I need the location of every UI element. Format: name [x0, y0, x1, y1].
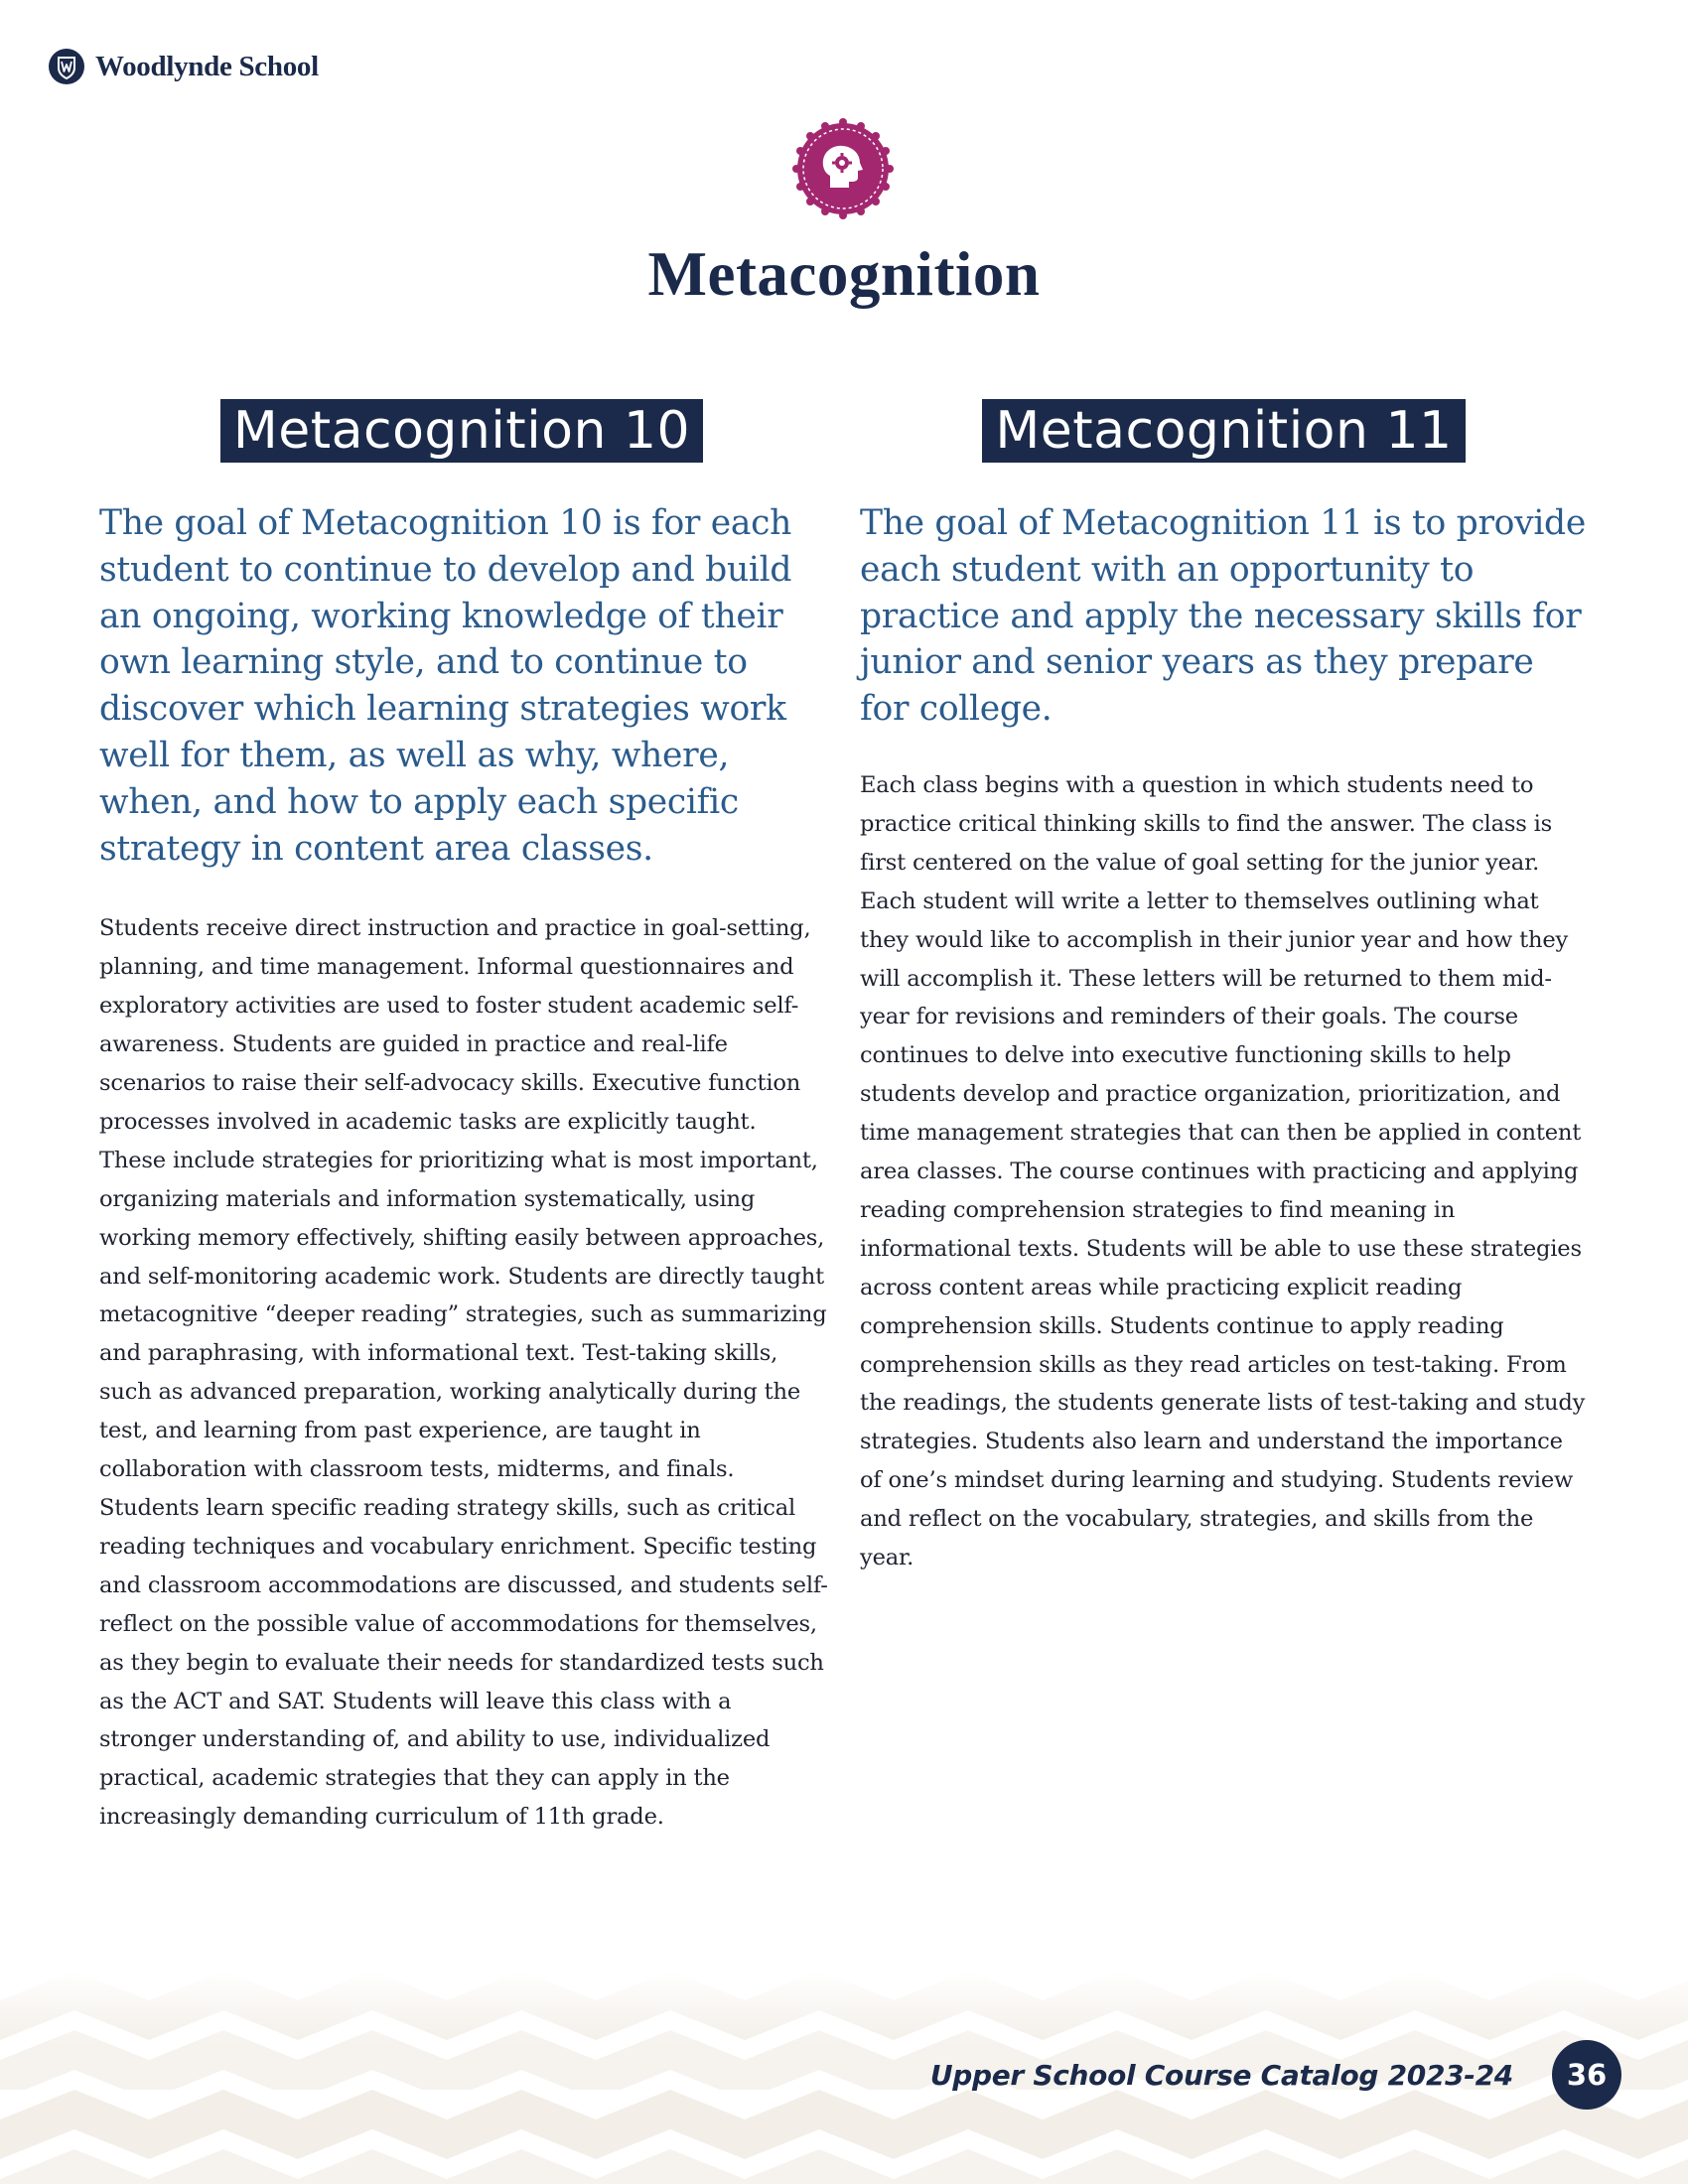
school-logo[interactable] — [48, 48, 319, 85]
course-description: Students receive direct instruction and practice in goal-setting, planning, and time management. Informal questionnaires and exploratory activities are used to foster student academic self-awareness. Students are guided in practice and real-life scenarios to raise their self-advocacy skills. Executive function processes involved in academic tasks are explicitly taught. These include strategies for prioritizing what is most important, organizing materials and information systematically, using working memory effectively, shifting easily between approaches, and self-monitoring academic work. Students are directly taught metacognitive “deeper reading” strategies, such as summarizing and paraphrasing, with informational text. Test-taking skills, such as advanced preparation, working analytically during the test, and learning from past experience, are taught in collaboration with classroom tests, midterms, and finals. Students learn specific reading strategy skills, such as critical reading techniques and vocabulary enrichment. Specific testing and classroom accommodations are discussed, and students self-reflect on the possible value of accommodations for themselves, as they begin to evaluate their needs for standardized tests such as the ACT and SAT. Students will leave this class with a stronger understanding of, and ability to use, individualized practical, academic strategies that they can apply in the increasingly demanding curriculum of 11th grade. — [99, 915, 828, 1831]
course-goal: The goal of Metacognition 11 is to provide each student with an opportunity to practice and apply the necessary skills for junior and senior years as they prepare for college. — [860, 503, 1586, 730]
page-title: Metacognition — [647, 239, 1041, 309]
school-name: Woodlynde School — [95, 50, 319, 82]
course-title: Metacognition 10 — [220, 399, 703, 463]
course-title: Metacognition 11 — [982, 399, 1465, 463]
course-column-metacognition-11 — [860, 399, 1590, 1577]
catalog-footer-label: Upper School Course Catalog 2023-24 — [929, 2059, 1513, 2092]
head-gear-badge-icon — [792, 118, 894, 219]
course-column-metacognition-10 — [99, 399, 829, 1837]
course-goal: The goal of Metacognition 10 is for each student to continue to develop and build an ongoing, working knowledge of their own learning style, and to continue to discover which learning strategies work well for them, as well as why, where, when, and how to apply each specific strategy in content area classes. — [99, 503, 792, 869]
shield-logo-icon — [48, 48, 85, 85]
page-number-badge: 36 — [1552, 2040, 1621, 2110]
course-description: Each class begins with a question in which students need to practice critical thinking skills to find the answer. The class is first centered on the value of goal setting for the junior year. Each student will write a letter to themselves outlining what they would like to accomplish in their junior year and how they will accomplish it. These letters will be returned to them mid-year for revisions and reminders of their goals. The course continues to delve into executive functioning skills to help students develop and practice organization, prioritization, and time management strategies that can then be applied in content area classes. The course continues with practicing and applying reading comprehension strategies to find meaning in informational texts. Students will be able to use these strategies across content areas while practicing explicit reading comprehension skills. Students continue to apply reading comprehension skills as they read articles on test-taking. From the readings, the students generate lists of test-taking and study strategies. Students also learn and understand the importance of one’s mindset during learning and studying. Students review and reflect on the vocabulary, strategies, and skills from the year. — [860, 771, 1586, 1571]
